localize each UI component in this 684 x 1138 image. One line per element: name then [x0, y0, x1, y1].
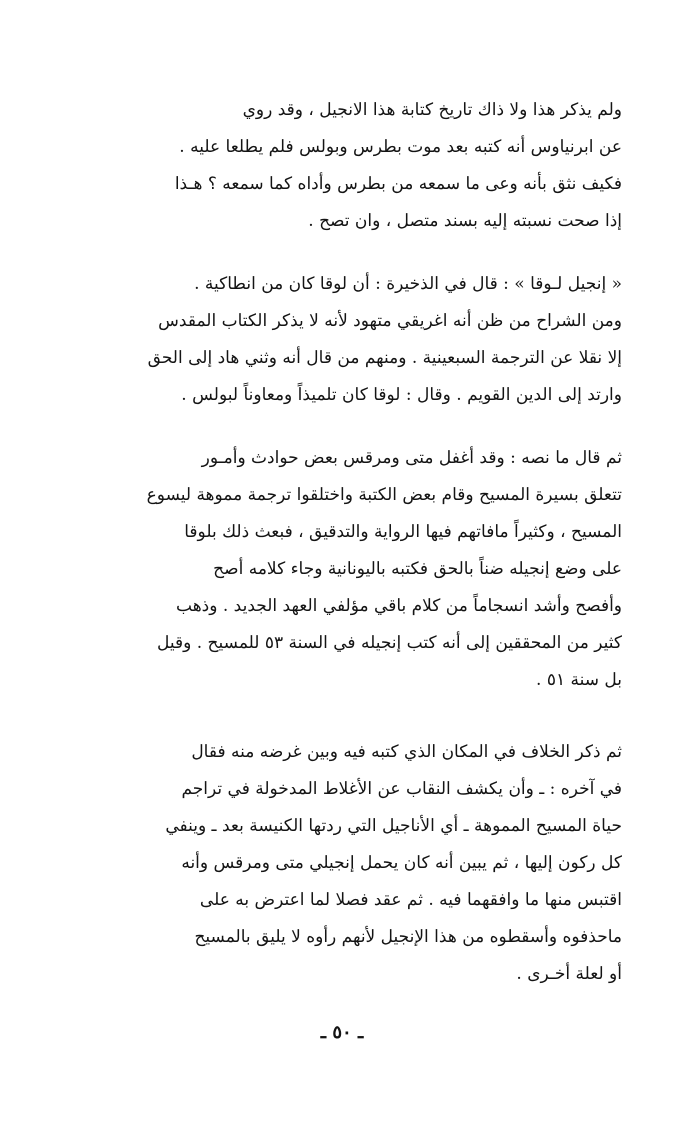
text-line: فكيف نثق بأنه وعى ما سمعه من بطرس وأداه كما سمعه ؟ هـذا [174, 174, 622, 194]
text-line: حياة المسيح المموهة ـ أي الأناجيل التي ردتها الكنيسة بعد ـ وينفي [165, 816, 622, 836]
text-line: أو لعلة أخـرى . [516, 964, 622, 984]
paragraph-gospel-luke [52, 266, 622, 414]
text-line: بل سنة ٥١ . [536, 670, 622, 690]
text-line: كثير من المحققين إلى أنه كتب إنجيله في السنة ٥٣ للمسيح . وقيل [157, 633, 622, 653]
text-line: إلا نقلا عن الترجمة السبعينية . ومنهم من قال أنه وثني هاد إلى الحق [147, 348, 622, 368]
text-line: كل ركون إليها ، ثم يبين أنه كان يحمل إنجيلي متى ومرقس وأنه [181, 853, 622, 873]
text-line: إذا صحت نسبته إليه بسند متصل ، وان تصح . [308, 211, 622, 231]
text-line: اقتبس منها ما وافقهما فيه . ثم عقد فصلا لما اعترض به على [199, 890, 622, 910]
text-line: على وضع إنجيله ضناً بالحق فكتبه باليونانية وجاء كلامه أصح [213, 559, 622, 579]
text-line: ولم يذكر هذا ولا ذاك تاريخ كتابة هذا الانجيل ، وقد روي [242, 100, 622, 120]
text-line: عن ابرنياوس أنه كتبه بعد موت بطرس وبولس فلم يطلعا عليه . [179, 137, 622, 157]
text-line: ماحذفوه وأسقطوه من هذا الإنجيل لأنهم رأوه لا يليق بالمسيح [194, 927, 622, 947]
text-line: المسيح ، وكثيراً مافاتهم فيها الرواية والتدقيق ، فبعث ذلك بلوقا [184, 522, 622, 542]
text-line: ومن الشراح من ظن أنه اغريقي متهود لأنه لا يذكر الكتاب المقدس [158, 311, 622, 331]
page-number: ـ ٥٠ ـ [320, 1022, 364, 1043]
paragraph-gospel-mark-date [52, 92, 622, 240]
paragraph-place-of-writing [52, 734, 622, 993]
text-line: ثم ذكر الخلاف في المكان الذي كتبه فيه وبين غرضه منه فقال [191, 742, 622, 762]
text-line: ثم قال ما نصه : وقد أغفل متى ومرقس بعض حوادث وأمـور [201, 448, 622, 468]
text-line: « إنجيل لـوقا » : قال في الذخيرة : أن لوقا كان من انطاكية . [194, 274, 622, 294]
text-line: وارتد إلى الدين القويم . وقال : لوقا كان تلميذاً ومعاوناً لبولس . [181, 385, 622, 405]
text-line: تتعلق بسيرة المسيح وقام بعض الكتبة واختلقوا ترجمة مموهة ليسوع [146, 485, 622, 505]
text-line: وأفصح وأشد انسجاماً من كلام باقي مؤلفي العهد الجديد . وذهب [176, 596, 622, 616]
text-line: في آخره : ـ وأن يكشف النقاب عن الأغلاط المدخولة في تراجم [181, 779, 622, 799]
paragraph-luke-purpose [52, 440, 622, 699]
